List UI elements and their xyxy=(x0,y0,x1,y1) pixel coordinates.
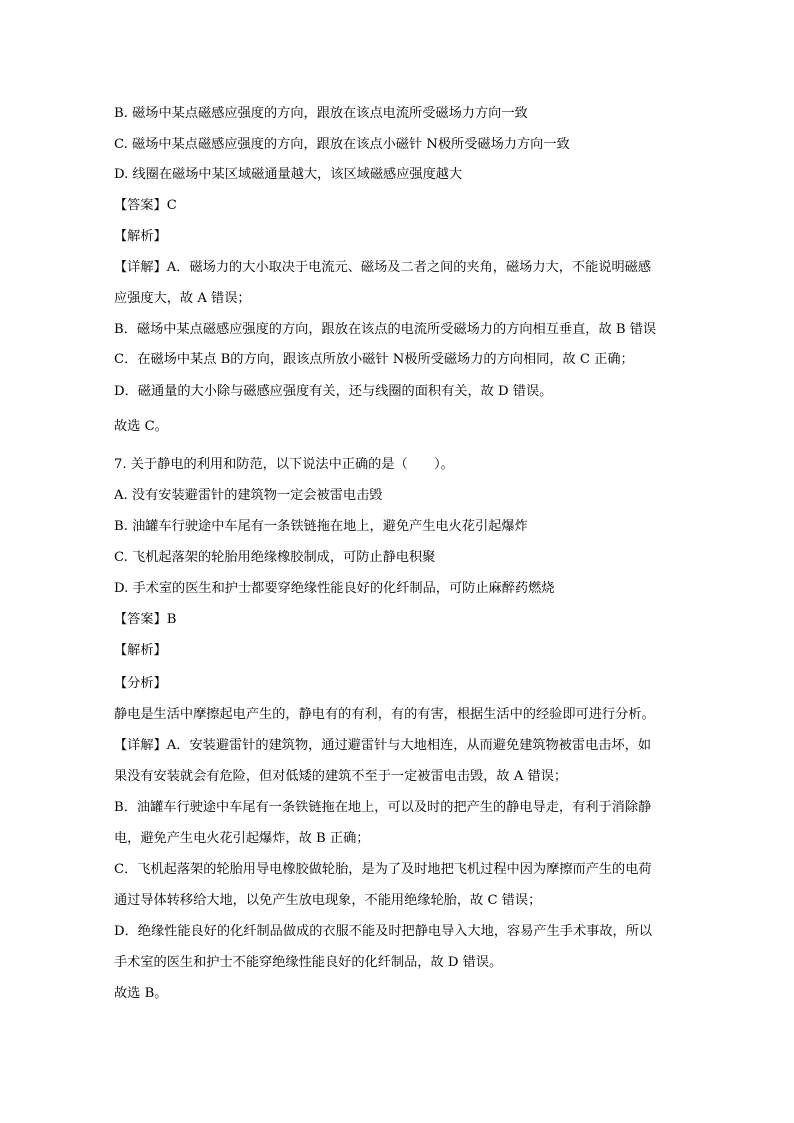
q7-detail-d-line1: D．绝缘性能良好的化纤制品做成的衣服不能及时把静电导入大地，容易产生手术事故，所以 xyxy=(114,924,653,939)
q7-analysis-sub: 【分析】 xyxy=(114,676,167,691)
q6-detail-b: B．磁场中某点磁感应强度的方向，跟放在该点的电流所受磁场力的方向相互垂直，故 B 错误 xyxy=(114,322,657,337)
q6-option-c: C. 磁场中某点磁感应强度的方向，跟放在该点小磁针 N极所受磁场力方向一致 xyxy=(114,137,570,152)
q7-option-a: A. 没有安装避雷针的建筑物一定会被雷电击毁 xyxy=(114,488,383,503)
q7-detail-d-line2: 手术室的医生和护士不能穿绝缘性能良好的化纤制品，故 D 错误。 xyxy=(114,955,503,970)
q7-option-b: B. 油罐车行驶途中车尾有一条铁链拖在地上，避免产生电火花引起爆炸 xyxy=(114,519,528,534)
q7-detail-a-line2: 果没有安装就会有危险，但对低矮的建筑不至于一定被雷电击毁，故 A 错误； xyxy=(114,769,568,784)
q6-conclusion: 故选 C。 xyxy=(114,419,168,434)
q7-detail-a-line1: 【详解】A．安装避雷针的建筑物，通过避雷针与大地相连，从而避免建筑物被雷电击坏，如 xyxy=(114,738,652,753)
q6-detail-a-line1: 【详解】A．磁场力的大小取决于电流元、磁场及二者之间的夹角，磁场力大，不能说明磁感 xyxy=(114,260,652,275)
q6-detail-a-line2: 应强度大，故 A 错误； xyxy=(114,291,251,306)
q7-option-d: D. 手术室的医生和护士都要穿绝缘性能良好的化纤制品，可防止麻醉药燃烧 xyxy=(114,581,555,596)
q7-detail-b-line1: B．油罐车行驶途中车尾有一条铁链拖在地上，可以及时的把产生的静电导走，有利于消除静 xyxy=(114,800,652,815)
q7-detail-c-line2: 通过导体转移给大地，以免产生放电现象，不能用绝缘轮胎，故 C 错误； xyxy=(114,893,542,908)
q7-answer: 【答案】B xyxy=(114,612,177,627)
q7-analysis-heading: 【解析】 xyxy=(114,643,167,658)
q7-option-c: C. 飞机起落架的轮胎用绝缘橡胶制成，可防止静电积聚 xyxy=(114,550,436,565)
q7-detail-b-line2: 电，避免产生电火花引起爆炸，故 B 正确； xyxy=(114,831,370,846)
q7-detail-c-line1: C．飞机起落架的轮胎用导电橡胶做轮胎，是为了及时地把飞机过程中因为摩擦而产生的电荷 xyxy=(114,862,652,877)
q6-option-d: D. 线圈在磁场中某区域磁通量越大，该区域磁感应强度越大 xyxy=(114,167,463,182)
q7-analysis-text: 静电是生活中摩擦起电产生的，静电有的有利，有的有害，根据生活中的经验即可进行分析。 xyxy=(114,707,655,722)
q6-detail-d: D．磁通量的大小除与磁感应强度有关，还与线圈的面积有关，故 D 错误。 xyxy=(114,384,553,399)
q6-detail-c: C．在磁场中某点 B的方向，跟该点所放小磁针 N极所受磁场力的方向相同，故 C 正确； xyxy=(114,352,634,367)
q7-stem: 7. 关于静电的利用和防范，以下说法中正确的是（ ）。 xyxy=(114,457,454,472)
q6-analysis-heading: 【解析】 xyxy=(114,229,167,244)
q6-option-b: B. 磁场中某点磁感应强度的方向，跟放在该点电流所受磁场力方向一致 xyxy=(114,106,528,121)
q7-conclusion: 故选 B。 xyxy=(114,986,168,1001)
q6-answer: 【答案】C xyxy=(114,198,177,213)
